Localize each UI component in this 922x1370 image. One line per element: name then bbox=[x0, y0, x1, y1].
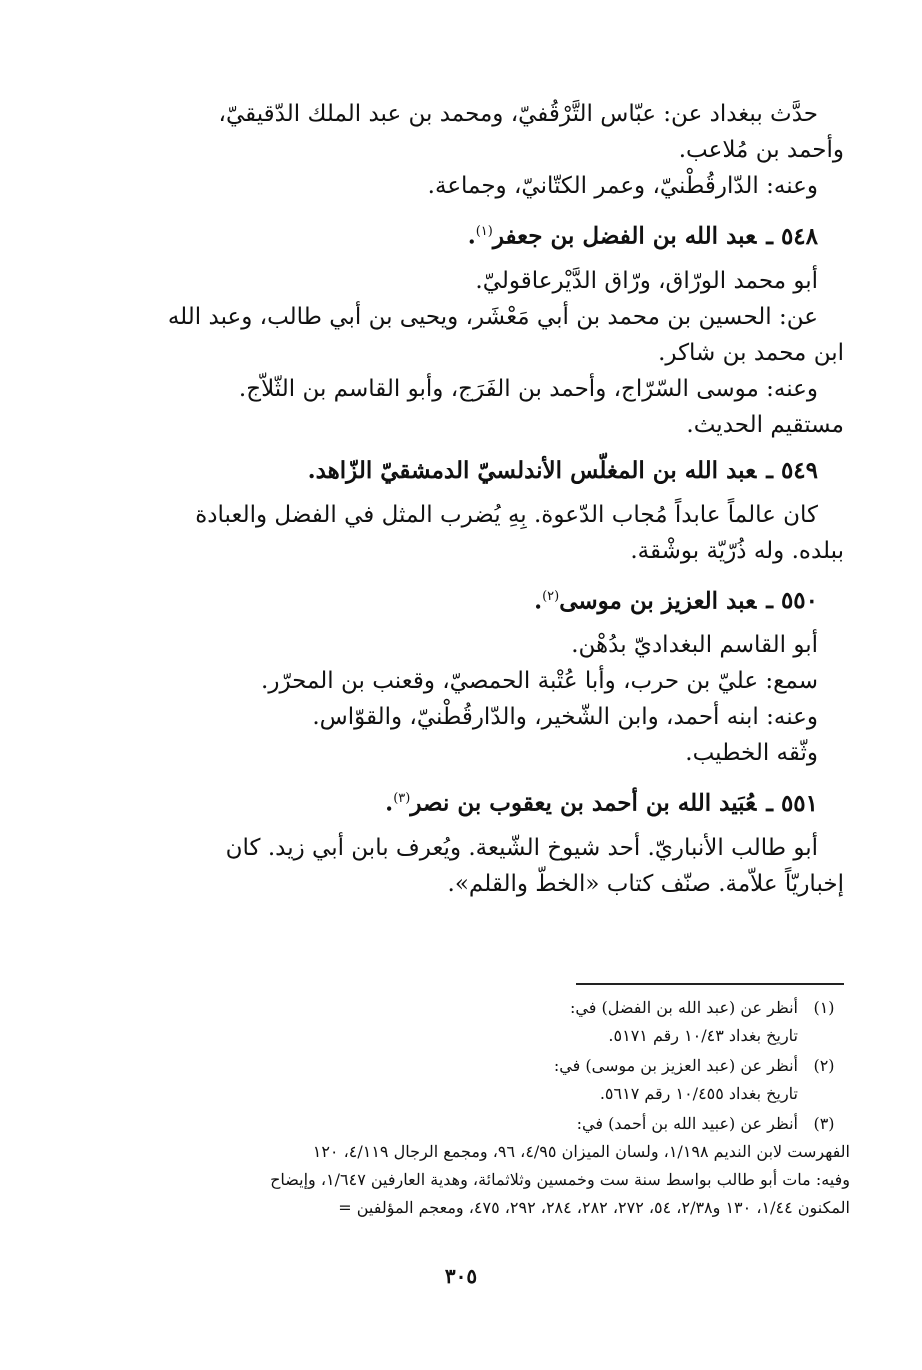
footnote-reference: (٢) bbox=[542, 588, 560, 604]
entry-end-mark: . bbox=[385, 789, 394, 817]
entry-end-mark: . bbox=[307, 456, 316, 484]
body-line: وثّقه الخطيب. bbox=[685, 740, 818, 767]
body-line: ببلده. وله ذُرّيّة بوشْقة. bbox=[630, 537, 844, 564]
entry-name: عبد الله بن الفضل بن جعفر bbox=[492, 222, 757, 250]
body-line: ابن محمد بن شاكر. bbox=[658, 339, 844, 366]
footnote-text bbox=[130, 994, 798, 1050]
body-line: وأحمد بن مُلاعب. bbox=[678, 137, 844, 163]
entry-heading bbox=[128, 451, 844, 491]
footnote-text bbox=[130, 1052, 798, 1108]
entry-heading bbox=[128, 779, 844, 824]
body-line: إخباريّاً علاّمة. صنّف كتاب «الخطّ والقلم». bbox=[447, 870, 844, 897]
entry-number: ٥٤٩ ـ bbox=[766, 456, 818, 484]
entry-number: ٥٥٠ ـ bbox=[766, 587, 818, 615]
entry-550 bbox=[128, 577, 844, 772]
footnote-separator bbox=[576, 983, 844, 985]
body-line: أبو محمد الورّاق، ورّاق الدَّيْرعاقوليّ. bbox=[475, 267, 818, 294]
entry-name: عُبَيد الله بن أحمد بن يعقوب بن نصر bbox=[410, 789, 757, 817]
entry-end-mark: . bbox=[467, 222, 476, 250]
entry-heading bbox=[128, 577, 844, 622]
footnote-line: أنظر عن (عبيد الله بن أحمد) في: bbox=[576, 1114, 798, 1133]
entry-551 bbox=[128, 779, 844, 902]
body-line: عن: الحسين بن محمد بن أبي مَعْشَر، ويحيى بن أبي طالب، وعبد الله bbox=[167, 303, 818, 330]
footnote-line: وفيه: مات أبو طالب بواسط سنة ست وخمسين وثلاثمائة، وهدية العارفين ١/٦٤٧، وإيضاح bbox=[270, 1170, 850, 1189]
page-number: ٣٠٥ bbox=[444, 1264, 478, 1288]
entry-number: ٥٥١ ـ bbox=[766, 789, 818, 817]
footnote-1 bbox=[130, 994, 850, 1050]
body-line: مستقيم الحديث. bbox=[686, 411, 844, 438]
footnote-reference: (٣) bbox=[393, 791, 411, 807]
footnote-line: أنظر عن (عبد العزيز بن موسى) في: bbox=[553, 1056, 798, 1075]
footnote-2 bbox=[130, 1052, 850, 1108]
footnote-line: الفهرست لابن النديم ١/١٩٨، ولسان الميزان ٤/٩٥، ٩٦، ومجمع الرجال ٤/١١٩، ١٢٠ bbox=[312, 1142, 850, 1161]
footnote-3 bbox=[130, 1110, 850, 1222]
body-line: وعنه: موسى السّرّاج، وأحمد بن الفَرَج، وأبو القاسم بن الثّلاّج. bbox=[238, 375, 818, 402]
body-line: وعنه: الدّارقُطْنيّ، وعمر الكتّانيّ، وجماعة. bbox=[427, 173, 818, 199]
body-line: أبو القاسم البغداديّ بدُهْن. bbox=[571, 632, 818, 659]
entry-end-mark: . bbox=[534, 587, 543, 615]
footnote-number: (١) bbox=[813, 998, 835, 1017]
footnote-number: (٣) bbox=[813, 1114, 835, 1133]
footnote-text bbox=[130, 1110, 850, 1222]
footnote-line: أنظر عن (عبد الله بن الفضل) في: bbox=[570, 998, 798, 1017]
footnote-number: (٢) bbox=[813, 1056, 835, 1075]
body-line: وعنه: ابنه أحمد، وابن الشّخير، والدّارقُطْنيّ، والقوّاس. bbox=[312, 704, 818, 731]
body-line: سمع: عليّ بن حرب، وأبا عُتْبة الحمصيّ، وقعنب بن المحرّر. bbox=[261, 668, 818, 695]
entry-549 bbox=[128, 451, 844, 569]
footnote-line: المكنون ١/٤٤، ١٣٠ و٢/٣٨، ٥٤، ٢٧٢، ٢٨٢، ٢٨٤، ٢٩٢، ٤٧٥، ومعجم المؤلفين = bbox=[338, 1198, 850, 1217]
body-line: كان عالماً عابداً مُجاب الدّعوة. بِهِ يُضرب المثل في الفضل والعبادة bbox=[195, 501, 818, 528]
entry-number: ٥٤٨ ـ bbox=[766, 222, 818, 250]
footnote-reference: (١) bbox=[475, 224, 493, 239]
entry-heading bbox=[128, 212, 844, 257]
entry-continuation bbox=[128, 96, 844, 204]
entry-548 bbox=[128, 212, 844, 443]
body-line: أبو طالب الأنباريّ. أحد شيوخ الشّيعة. ويُعرف بابن أبي زيد. كان bbox=[225, 834, 818, 861]
footnotes bbox=[130, 994, 850, 1224]
main-text bbox=[128, 96, 844, 906]
entry-name: عبد العزيز بن موسى bbox=[559, 587, 757, 615]
footnote-line: تاريخ بغداد ١٠/٤٥٥ رقم ٥٦١٧. bbox=[599, 1084, 798, 1103]
entry-name: عبد الله بن المغلّس الأندلسيّ الدمشقيّ الزّاهد bbox=[315, 456, 757, 484]
footnote-line: تاريخ بغداد ١٠/٤٣ رقم ٥١٧١. bbox=[608, 1026, 798, 1045]
body-line: حدَّث ببغداد عن: عبّاس التَّرْقُفيّ، ومحمد بن عبد الملك الدّقيقيّ، bbox=[218, 101, 818, 127]
